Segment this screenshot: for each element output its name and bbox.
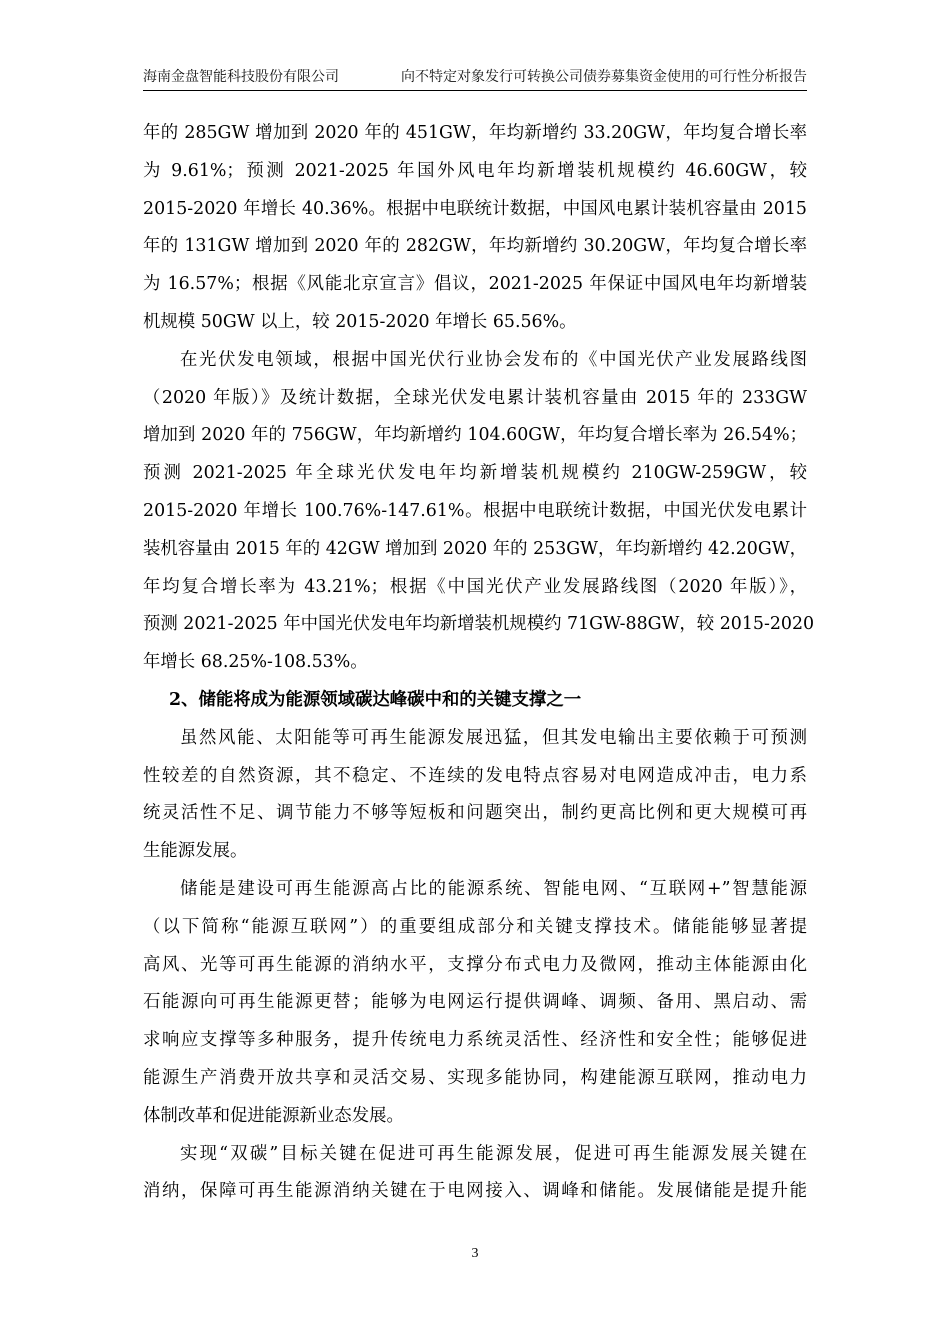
text-line: （以下简称“能源互联网”）的重要组成部分和关键支撑技术。储能能够显著提 bbox=[143, 916, 807, 937]
text-line: 生能源发展。 bbox=[143, 841, 248, 862]
text-line: 性较差的自然资源，其不稳定、不连续的发电特点容易对电网造成冲击，电力系 bbox=[143, 765, 807, 786]
text-line: 求响应支撑等多种服务，提升传统电力系统灵活性、经济性和安全性；能够促进 bbox=[143, 1030, 807, 1051]
text-line: 在光伏发电领域，根据中国光伏行业协会发布的《中国光伏产业发展路线图 bbox=[180, 349, 807, 370]
text-line: 体制改革和促进能源新业态发展。 bbox=[143, 1105, 404, 1126]
text-line: 消纳，保障可再生能源消纳关键在于电网接入、调峰和储能。发展储能是提升能 bbox=[143, 1181, 807, 1202]
header-report-title: 向不特定对象发行可转换公司债券募集资金使用的可行性分析报告 bbox=[401, 69, 807, 85]
text-line: 装机容量由 2015 年的 42GW 增加到 2020 年的 253GW，年均新增约 42.20GW， bbox=[143, 538, 807, 559]
text-line: 年增长 68.25%-108.53%。 bbox=[143, 652, 368, 673]
header-company: 海南金盘智能科技股份有限公司 bbox=[143, 69, 339, 85]
text-line: 统灵活性不足、调节能力不够等短板和问题突出，制约更高比例和更大规模可再 bbox=[143, 803, 807, 824]
text-line: 储能是建设可再生能源高占比的能源系统、智能电网、“互联网+”智慧能源 bbox=[180, 878, 807, 899]
text-line: 年的 285GW 增加到 2020 年的 451GW，年均新增约 33.20GW，年均复合增长率 bbox=[143, 123, 807, 143]
text-line: 预测 2021-2025 年中国光伏发电年均新增装机规模约 71GW-88GW，较 2015-2020 bbox=[143, 614, 815, 635]
text-line: （2020 年版）》及统计数据，全球光伏发电累计装机容量由 2015 年的 233GW bbox=[143, 387, 807, 408]
text-line: 高风、光等可再生能源的消纳水平，支撑分布式电力及微网，推动主体能源由化 bbox=[143, 954, 807, 975]
text-line: 机规模 50GW 以上，较 2015-2020 年增长 65.56%。 bbox=[143, 311, 577, 332]
text-line: 能源生产消费开放共享和灵活交易、实现多能协同，构建能源互联网，推动电力 bbox=[143, 1067, 807, 1088]
header-rule bbox=[143, 90, 807, 91]
text-line: 为 9.61%；预测 2021-2025 年国外风电年均新增装机规模约 46.60GW，较 bbox=[143, 160, 807, 181]
body-text bbox=[143, 115, 815, 1211]
page-number: 3 bbox=[471, 1246, 479, 1261]
text-line: 预测 2021-2025 年全球光伏发电年均新增装机规模约 210GW-259GW，较 bbox=[143, 463, 807, 484]
text-line: 年的 131GW 增加到 2020 年的 282GW，年均新增约 30.20GW，年均复合增长率 bbox=[143, 236, 807, 257]
text-line: 年均复合增长率为 43.21%；根据《中国光伏产业发展路线图（2020 年版）》， bbox=[143, 576, 807, 597]
text-line: 石能源向可再生能源更替；能够为电网运行提供调峰、调频、备用、黑启动、需 bbox=[143, 992, 807, 1013]
text-line: 虽然风能、太阳能等可再生能源发展迅猛，但其发电输出主要依赖于可预测 bbox=[180, 727, 807, 748]
section-heading: 2、储能将成为能源领域碳达峰碳中和的关键支撑之一 bbox=[169, 689, 582, 710]
text-line: 实现“双碳”目标关键在促进可再生能源发展，促进可再生能源发展关键在 bbox=[180, 1143, 807, 1164]
text-line: 增加到 2020 年的 756GW，年均新增约 104.60GW，年均复合增长率为 26.54%； bbox=[143, 425, 807, 446]
text-line: 2015-2020 年增长 100.76%-147.61%。根据中电联统计数据，中国光伏发电累计 bbox=[143, 500, 807, 521]
text-line: 2015-2020 年增长 40.36%。根据中电联统计数据，中国风电累计装机容量由 2015 bbox=[143, 198, 807, 219]
text-line: 为 16.57%；根据《风能北京宣言》倡议，2021-2025 年保证中国风电年均新增装 bbox=[143, 274, 807, 295]
